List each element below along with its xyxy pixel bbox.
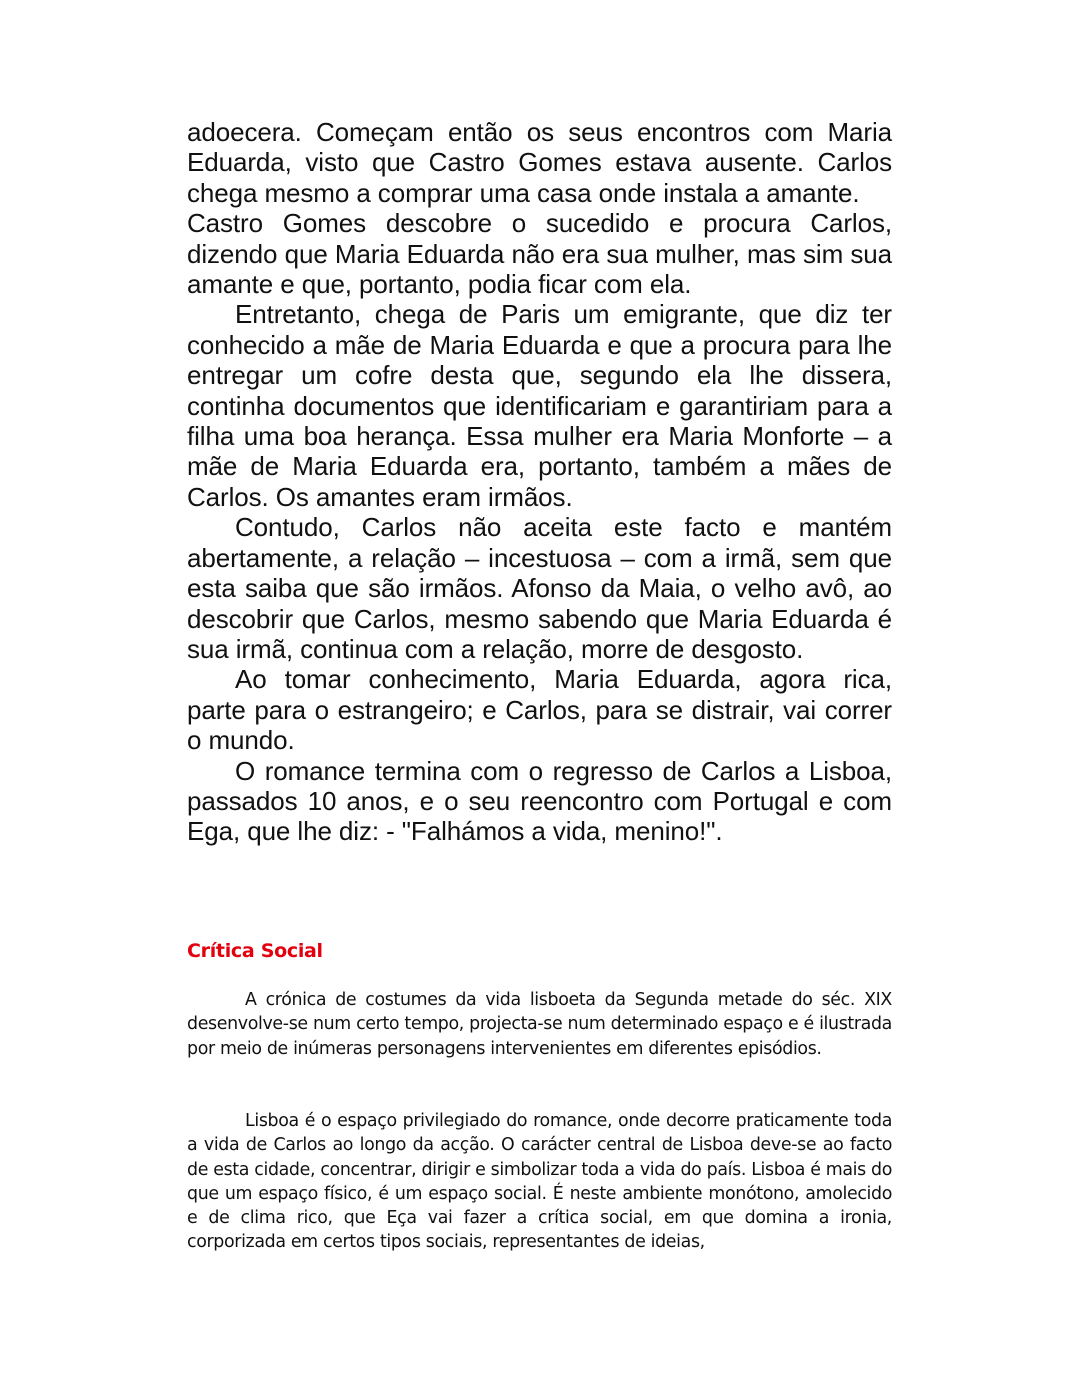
section-heading-critica-social: Crítica Social bbox=[187, 940, 323, 962]
document-page bbox=[187, 117, 892, 1253]
paragraph-encounters: adoecera. Começam então os seus encontros com Maria Eduarda, visto que Castro Gomes estava ausente. Carlos chega mesmo a comprar uma casa onde instala a amante. bbox=[187, 117, 892, 208]
critica-paragraph-2-block bbox=[187, 1109, 892, 1255]
paragraph-departure: Ao tomar conhecimento, Maria Eduarda, agora rica, parte para o estrangeiro; e Carlos, para se distrair, vai correr o mundo. bbox=[187, 664, 892, 756]
plot-summary-text bbox=[187, 117, 892, 847]
paragraph-incest: Contudo, Carlos não aceita este facto e mantém abertamente, a relação – incestuosa – com a irmã, sem que esta saiba que são irmãos. Afonso da Maia, o velho avô, ao descobrir que Carlos, mesmo sabendo que Maria Eduarda é sua irmã, continua com a relação, morre de desgosto. bbox=[187, 512, 892, 664]
paragraph-ending: O romance termina com o regresso de Carlos a Lisboa, passados 10 anos, e o seu reencontro com Portugal e com Ega, que lhe diz: - "Falhámos a vida, menino!". bbox=[187, 755, 892, 847]
critica-paragraph-cronica: A crónica de costumes da vida lisboeta da Segunda metade do séc. XIX desenvolve-se num certo tempo, projecta-se num determinado espaço e é ilustrada por meio de inúmeras personagens intervenientes em diferentes episódios. bbox=[187, 990, 892, 1059]
paragraph-emigrant: Entretanto, chega de Paris um emigrante, que diz ter conhecido a mãe de Maria Eduarda e que a procura para lhe entregar um cofre desta que, segundo ela lhe dissera, continha documentos que identificariam e garantiriam para a filha uma boa herança. Essa mulher era Maria Monforte – a mãe de Maria Eduarda era, portanto, também a mães de Carlos. Os amantes eram irmãos. bbox=[187, 299, 892, 512]
critica-paragraph-1-block bbox=[187, 988, 892, 1061]
critica-paragraph-lisboa: Lisboa é o espaço privilegiado do romance, onde decorre praticamente toda a vida de Carlos ao longo da acção. O carácter central de Lisboa deve-se ao facto de esta cidade, concentrar, dirigir e simbolizar toda a vida do país. Lisboa é mais do que um espaço físico, é um espaço social. É neste ambiente monótono, amolecido e de clima rico, que Eça vai fazer a crítica social, em que domina a ironia, corporizada em certos tipos sociais, representantes de ideias, bbox=[187, 1111, 892, 1253]
paragraph-castro-gomes: Castro Gomes descobre o sucedido e procura Carlos, dizendo que Maria Eduarda não era sua mulher, mas sim sua amante e que, portanto, podia ficar com ela. bbox=[187, 208, 892, 300]
